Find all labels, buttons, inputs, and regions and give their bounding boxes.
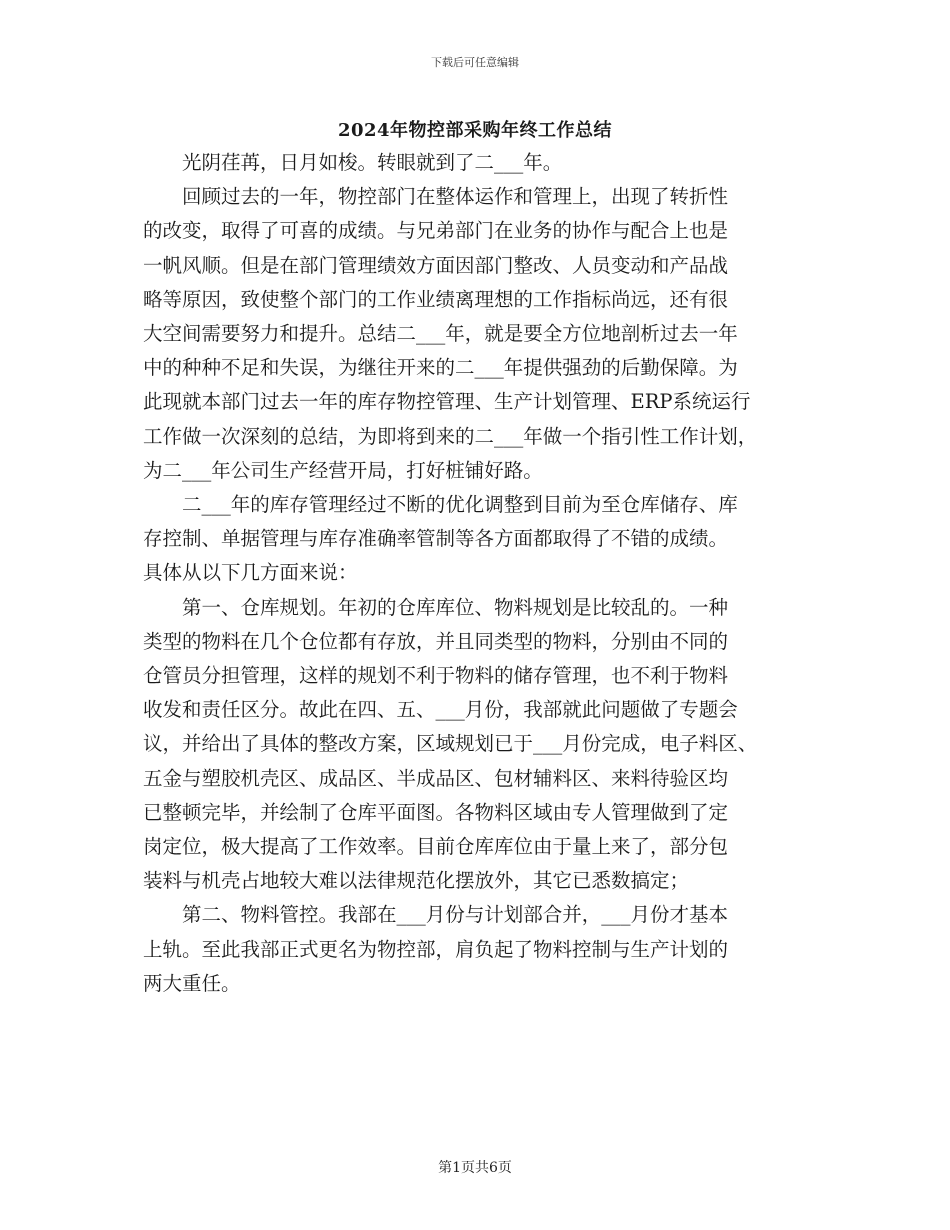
paragraph-line: 存控制、单据管理与库存准确率管制等各方面都取得了不错的成绩。 [143, 527, 729, 551]
document-title: 2024年物控部采购年终工作总结 [337, 120, 613, 141]
paragraph-line: 光阴荏苒，日月如梭。转眼就到了二___年。 [182, 151, 563, 174]
paragraph-4 [143, 591, 823, 899]
paragraph-line: 一帆风顺。但是在部门管理绩效方面因部门整改、人员变动和产品战 [143, 253, 729, 277]
paragraph-2 [143, 180, 823, 488]
paragraph-line: 已整顿完毕，并绘制了仓库平面图。各物料区域由专人管理做到了定 [143, 800, 729, 824]
paragraph-line: 仓管员分担管理，这样的规划不利于物料的储存管理，也不利于物料 [143, 664, 729, 688]
paragraph-5 [143, 898, 823, 1001]
paragraph-line: 的改变，取得了可喜的成绩。与兄弟部门在业务的协作与配合上也是 [143, 219, 729, 243]
paragraph-line: 中的种种不足和失误，为继往开来的二___年提供强劲的后勤保障。为 [143, 356, 738, 380]
paragraph-line: 收发和责任区分。故此在四、五、___月份，我部就此问题做了专题会 [143, 698, 738, 722]
paragraph-line: 为二___年公司生产经营开局，打好桩铺好路。 [143, 458, 543, 482]
paragraph-line: 第二、物料管控。我部在___月份与计划部合并，___月份才基本 [182, 903, 729, 927]
paragraph-3 [143, 488, 823, 591]
paragraph-line: 五金与塑胶机壳区、成品区、半成品区、包材辅料区、来料待验区均 [143, 766, 729, 790]
document-body [143, 146, 823, 1001]
paragraph-1 [143, 146, 823, 180]
paragraph-line: 议，并给出了具体的整改方案，区域规划已于___月份完成，电子料区、 [143, 732, 758, 756]
paragraph-line: 回顾过去的一年，物控部门在整体运作和管理上，出现了转折性 [182, 185, 729, 209]
paragraph-line: 两大重任。 [143, 971, 241, 995]
paragraph-line: 二___年的库存管理经过不断的优化调整到目前为至仓库储存、库 [182, 493, 738, 517]
paragraph-line: 第一、仓库规划。年初的仓库库位、物料规划是比较乱的。一种 [182, 595, 729, 619]
paragraph-line: 岗定位，极大提高了工作效率。目前仓库库位由于量上来了，部分包 [143, 835, 729, 859]
paragraph-line: 装料与机壳占地较大难以法律规范化摆放外，其它已悉数搞定； [143, 869, 690, 893]
paragraph-line: 此现就本部门过去一年的库存物控管理、生产计划管理、ERP系统运行 [143, 390, 751, 414]
paragraph-line: 工作做一次深刻的总结，为即将到来的二___年做一个指引性工作计划， [143, 424, 758, 448]
paragraph-line: 类型的物料在几个仓位都有存放，并且同类型的物料，分别由不同的 [143, 629, 729, 653]
paragraph-line: 上轨。至此我部正式更名为物控部，肩负起了物料控制与生产计划的 [143, 937, 729, 961]
page-indicator: 第1页共6页 [438, 1160, 512, 1176]
paragraph-line: 具体从以下几方面来说： [143, 561, 358, 585]
paragraph-line: 略等原因，致使整个部门的工作业绩离理想的工作指标尚远，还有很 [143, 287, 729, 311]
header-note: 下载后可任意编辑 [431, 56, 519, 69]
paragraph-line: 大空间需要努力和提升。总结二___年，就是要全方位地剖析过去一年 [143, 322, 738, 346]
